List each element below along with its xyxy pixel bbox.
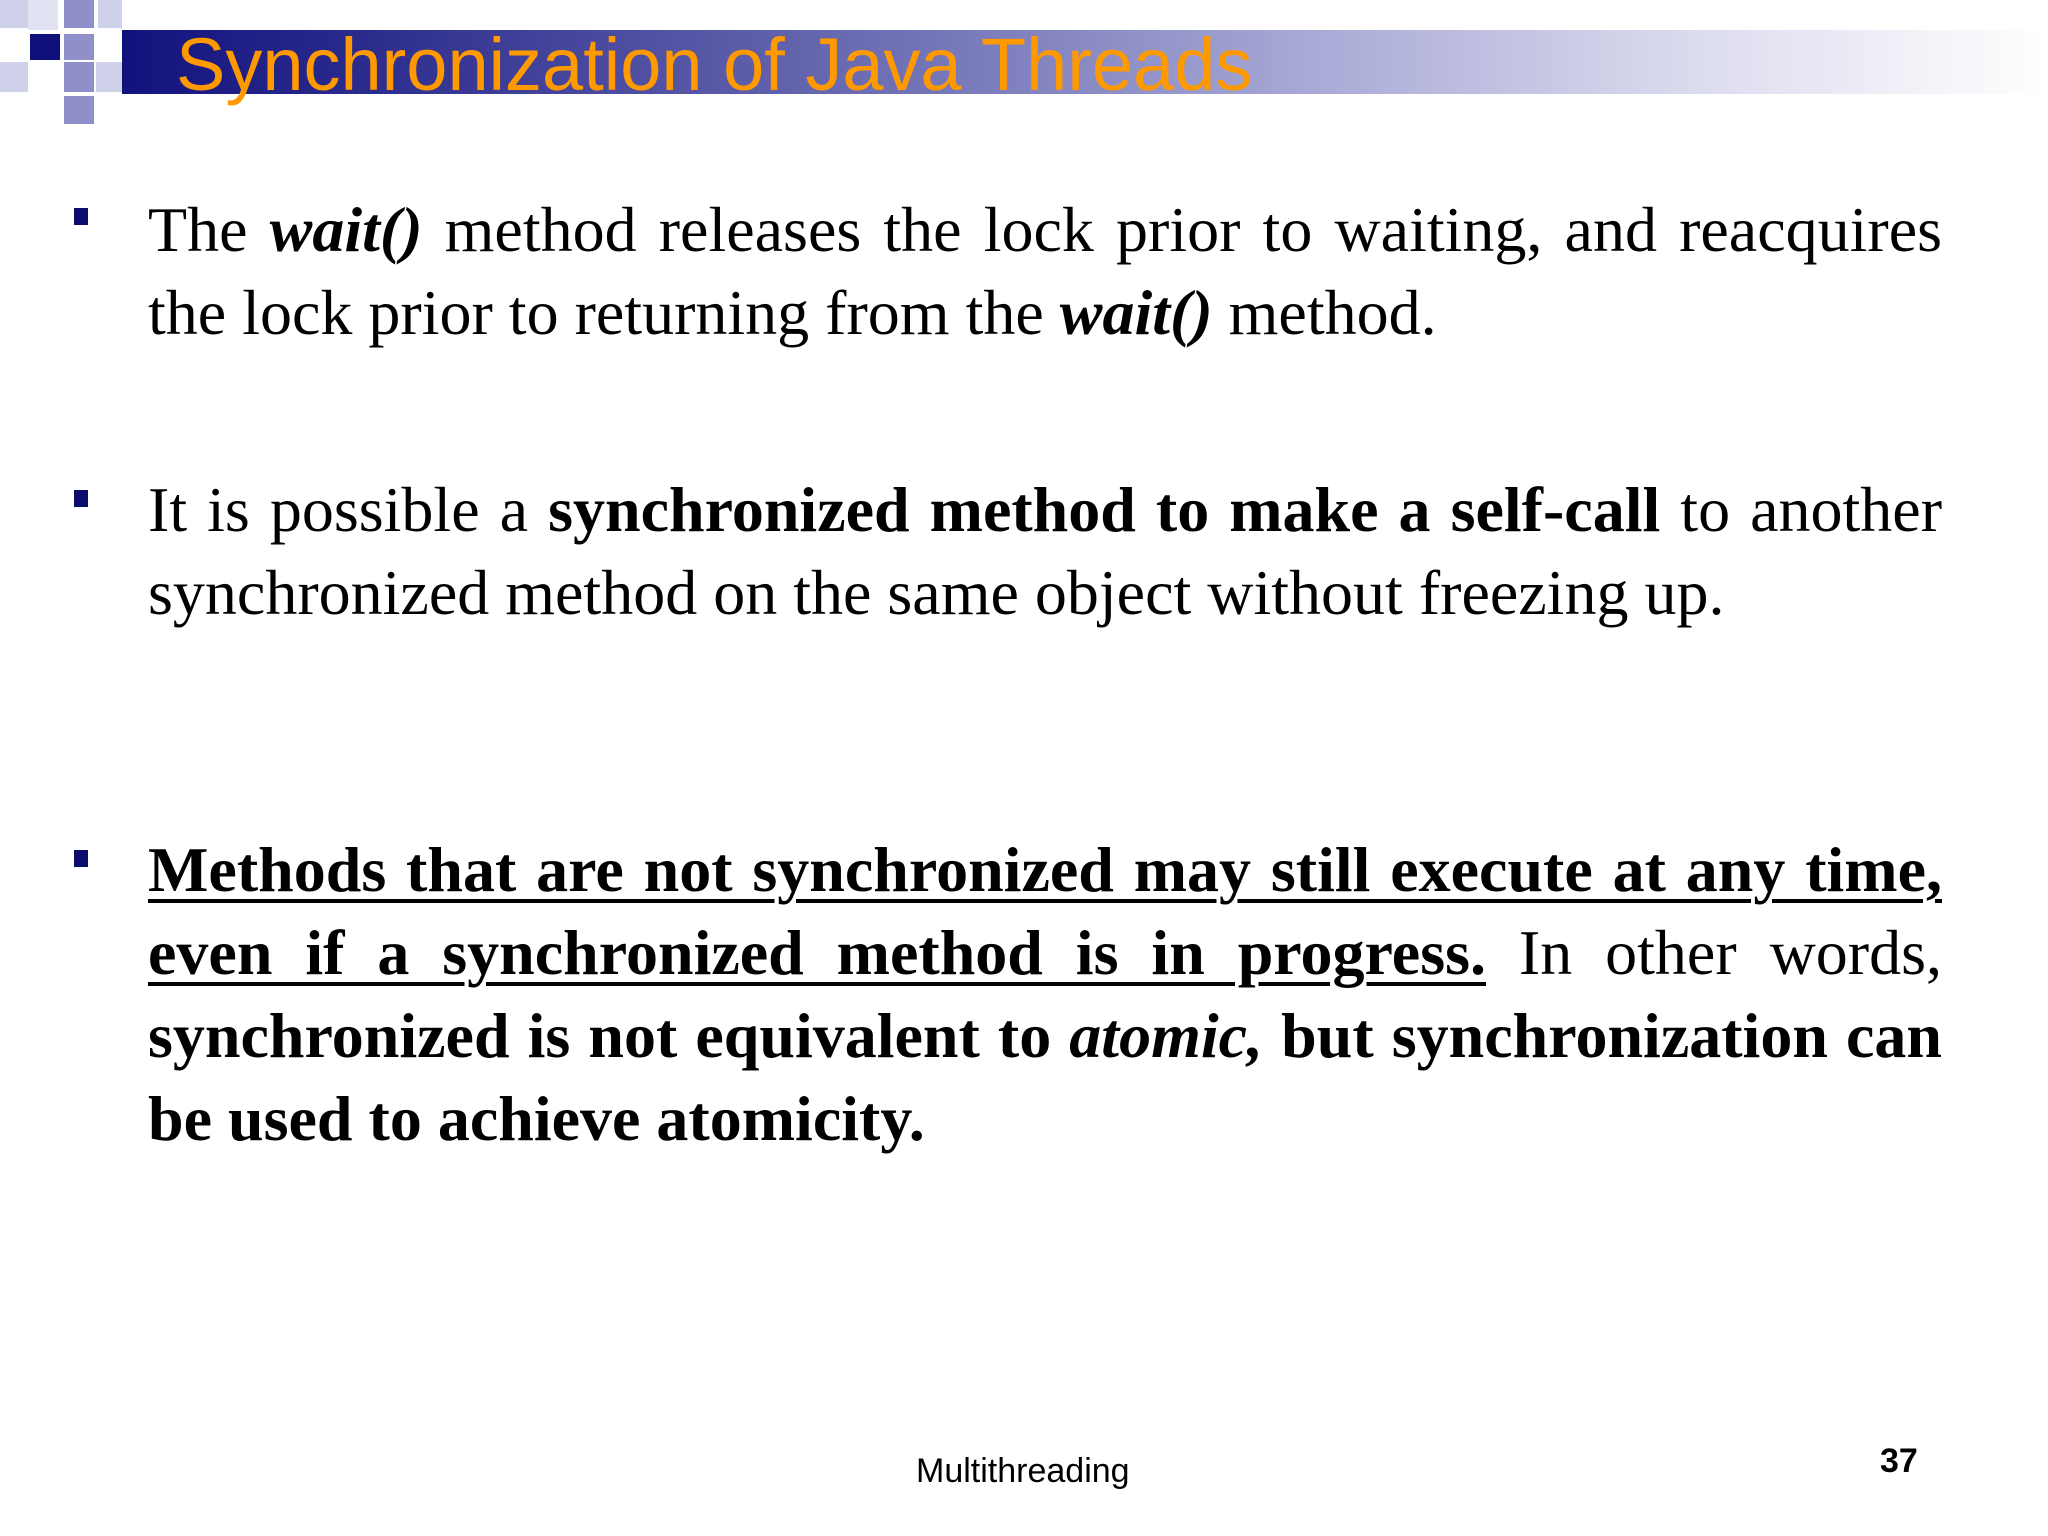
decor-square — [64, 96, 94, 124]
decor-square — [0, 62, 28, 92]
bullet-text: The — [148, 194, 270, 265]
emphasis-text: synchronized method to make a self-call — [548, 474, 1661, 545]
bullet-marker — [74, 850, 88, 867]
decor-square — [64, 34, 94, 60]
page-number: 37 — [1880, 1442, 1918, 1480]
decor-square — [64, 62, 94, 92]
bullet-marker — [74, 208, 88, 225]
code-term: wait() — [1059, 277, 1213, 348]
decor-square — [96, 62, 122, 92]
slide-title: Synchronization of Java Threads — [176, 23, 1253, 106]
code-term: wait() — [269, 194, 423, 265]
bullet-text: In other words, — [1486, 917, 1943, 988]
decor-square — [28, 0, 58, 30]
emphasis-text: but synchronization can be used to achieve atomicity. — [148, 1000, 1942, 1154]
decor-square — [30, 34, 60, 60]
emphasis-text: synchronized is not equivalent to — [148, 1000, 1070, 1071]
bullet-item-2 — [148, 468, 1942, 634]
bullet-text: to another synchronized method on the same object without freezing up. — [148, 474, 1943, 628]
decor-square — [0, 0, 28, 28]
emphasis-italic-text: atomic, — [1069, 1000, 1264, 1071]
underlined-emphasis-text: Methods that are not synchronized may still execute at any time, even if a synchronized method is in progress. — [148, 834, 1942, 988]
bullet-marker — [74, 490, 88, 507]
bullet-text: method releases the lock prior to waiting, and reacquires the lock prior to returning from the — [148, 194, 1942, 348]
decor-square — [98, 0, 122, 28]
bullet-item-1 — [148, 188, 1942, 354]
footer-label: Multithreading — [916, 1452, 1130, 1490]
decor-square — [64, 0, 94, 28]
bullet-item-3 — [148, 828, 1942, 1160]
bullet-text: method. — [1212, 277, 1437, 348]
bullet-text: It is possible a — [148, 474, 549, 545]
